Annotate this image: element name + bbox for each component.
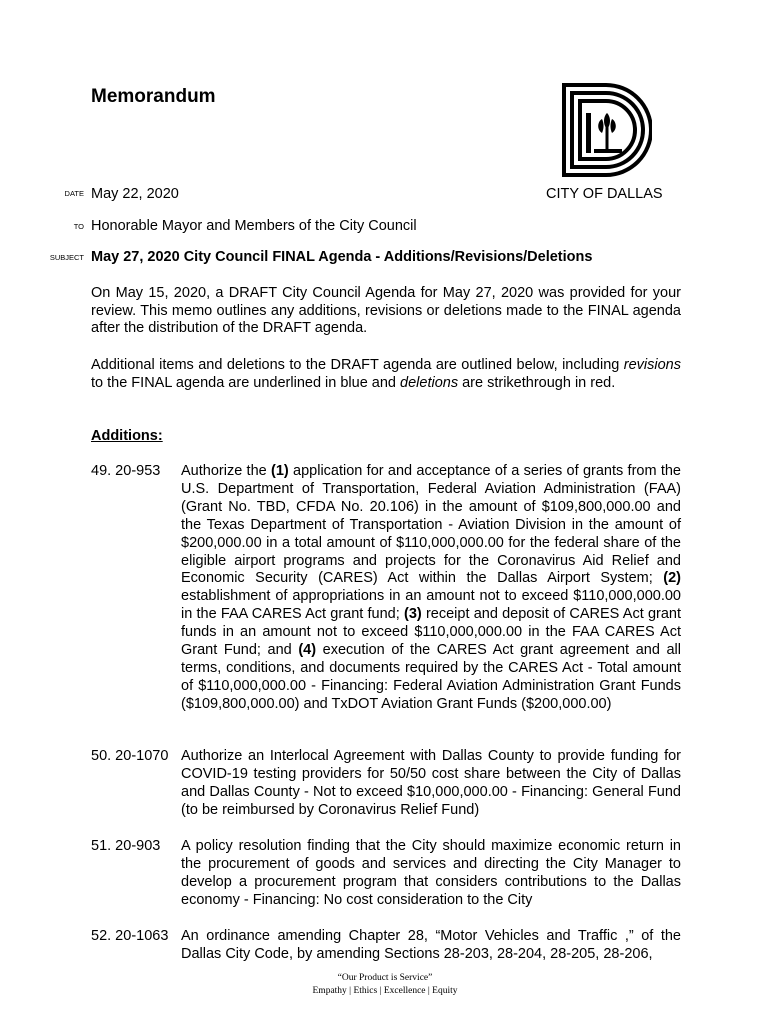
revisions-word: revisions (623, 357, 681, 373)
deletions-word: deletions (400, 374, 459, 391)
item-text: An ordinance amending Chapter 28, “Motor Vehicles and Traffic ,” of the Dallas City Code, by amending Sections 28-203, 28-204, 28-205, 28-206, (181, 928, 681, 962)
item-text-part: receipt and deposit of CARES Act grant funds in an amount not to exceed $110,000,000.00 in the FAA CARES Act Grant Fund; and (181, 606, 681, 659)
legend-text-b: to the FINAL agenda are underlined in blue and (91, 374, 401, 391)
item-step-number: (2) (663, 570, 681, 587)
date-label: DATE (64, 189, 84, 198)
city-of-dallas-logo (562, 83, 652, 178)
item-text (181, 463, 681, 714)
additions-heading: Additions: (91, 428, 163, 444)
item-text-part: application for and acceptance of a series of grants from the U.S. Department of Transportation, Federal Aviation Administration (FAA) (Grant No. TBD, CFDA No. 20.106) in the amount of $109,800,000.00 and the Texas Department of Transportation - Aviation Division in the amount of $200,000.00 in a total amount of $110,000,000.00 for the federal share of the eligible airport programs and projects for the Coronavirus Aid Relief and Economic Security (CARES) Act within the Dallas Airport System; (181, 463, 681, 587)
org-name: CITY OF DALLAS (546, 186, 663, 202)
agenda-item (91, 838, 681, 910)
memo-subject: May 27, 2020 City Council FINAL Agenda - Additions/Revisions/Deletions (91, 249, 593, 265)
legend-paragraph (91, 357, 681, 392)
item-text-part: execution of the CARES Act grant agreement and all terms, conditions, and documents required by the CARES Act - Total amount of $110,000,000.00 - Financing: Federal Aviation Administration Grant Funds ($109,800,000.00) and TxDOT Aviation Grant Funds ($200,000.00) (181, 642, 681, 712)
subject-label: SUBJECT (49, 253, 84, 262)
legend-text-c: are strikethrough in red. (458, 374, 616, 391)
item-text: A policy resolution finding that the City should maximize economic return in the procurement of goods and services and directing the City Manager to develop a procurement program that considers contributions to the Dallas economy - Financing: No cost consideration to the City (181, 838, 681, 908)
footer-values: Empathy | Ethics | Excellence | Equity (312, 986, 458, 996)
to-label: TO (73, 222, 84, 231)
item-number: 50. 20-1070 (91, 748, 169, 764)
item-number: 52. 20-1063 (91, 928, 169, 944)
memo-recipient: Honorable Mayor and Members of the City Council (91, 218, 417, 234)
agenda-item (91, 463, 681, 714)
item-number: 51. 20-903 (91, 838, 161, 854)
legend-text-a: Additional items and deletions to the DRAFT agenda are outlined below, including (91, 357, 624, 373)
footer (0, 972, 770, 998)
memo-title: Memorandum (91, 86, 216, 107)
footer-motto: “Our Product is Service” (337, 973, 433, 983)
agenda-item (91, 928, 681, 964)
intro-paragraph: On May 15, 2020, a DRAFT City Council Agenda for May 27, 2020 was provided for your review. This memo outlines any additions, revisions or deletions made to the FINAL agenda after the distribution of the DRAFT agenda. (91, 285, 681, 337)
item-step-number: (3) (404, 606, 422, 623)
item-step-number: (4) (298, 642, 317, 659)
item-text: Authorize an Interlocal Agreement with Dallas County to provide funding for COVID-19 testing providers for 50/50 cost share between the City of Dallas and Dallas County - Not to exceed $10,000,000.00 - Financing: General Fund (to be reimbursed by Coronavirus Relief Fund) (181, 748, 681, 818)
agenda-item (91, 748, 681, 820)
item-text-part: establishment of appropriations in an amount not to exceed $110,000,000.00 in the FAA CARES Act grant fund; (181, 588, 681, 623)
item-text-part: Authorize the (181, 463, 272, 479)
item-step-number: (1) (271, 463, 289, 479)
memo-date: May 22, 2020 (91, 186, 179, 202)
item-number: 49. 20-953 (91, 463, 161, 479)
